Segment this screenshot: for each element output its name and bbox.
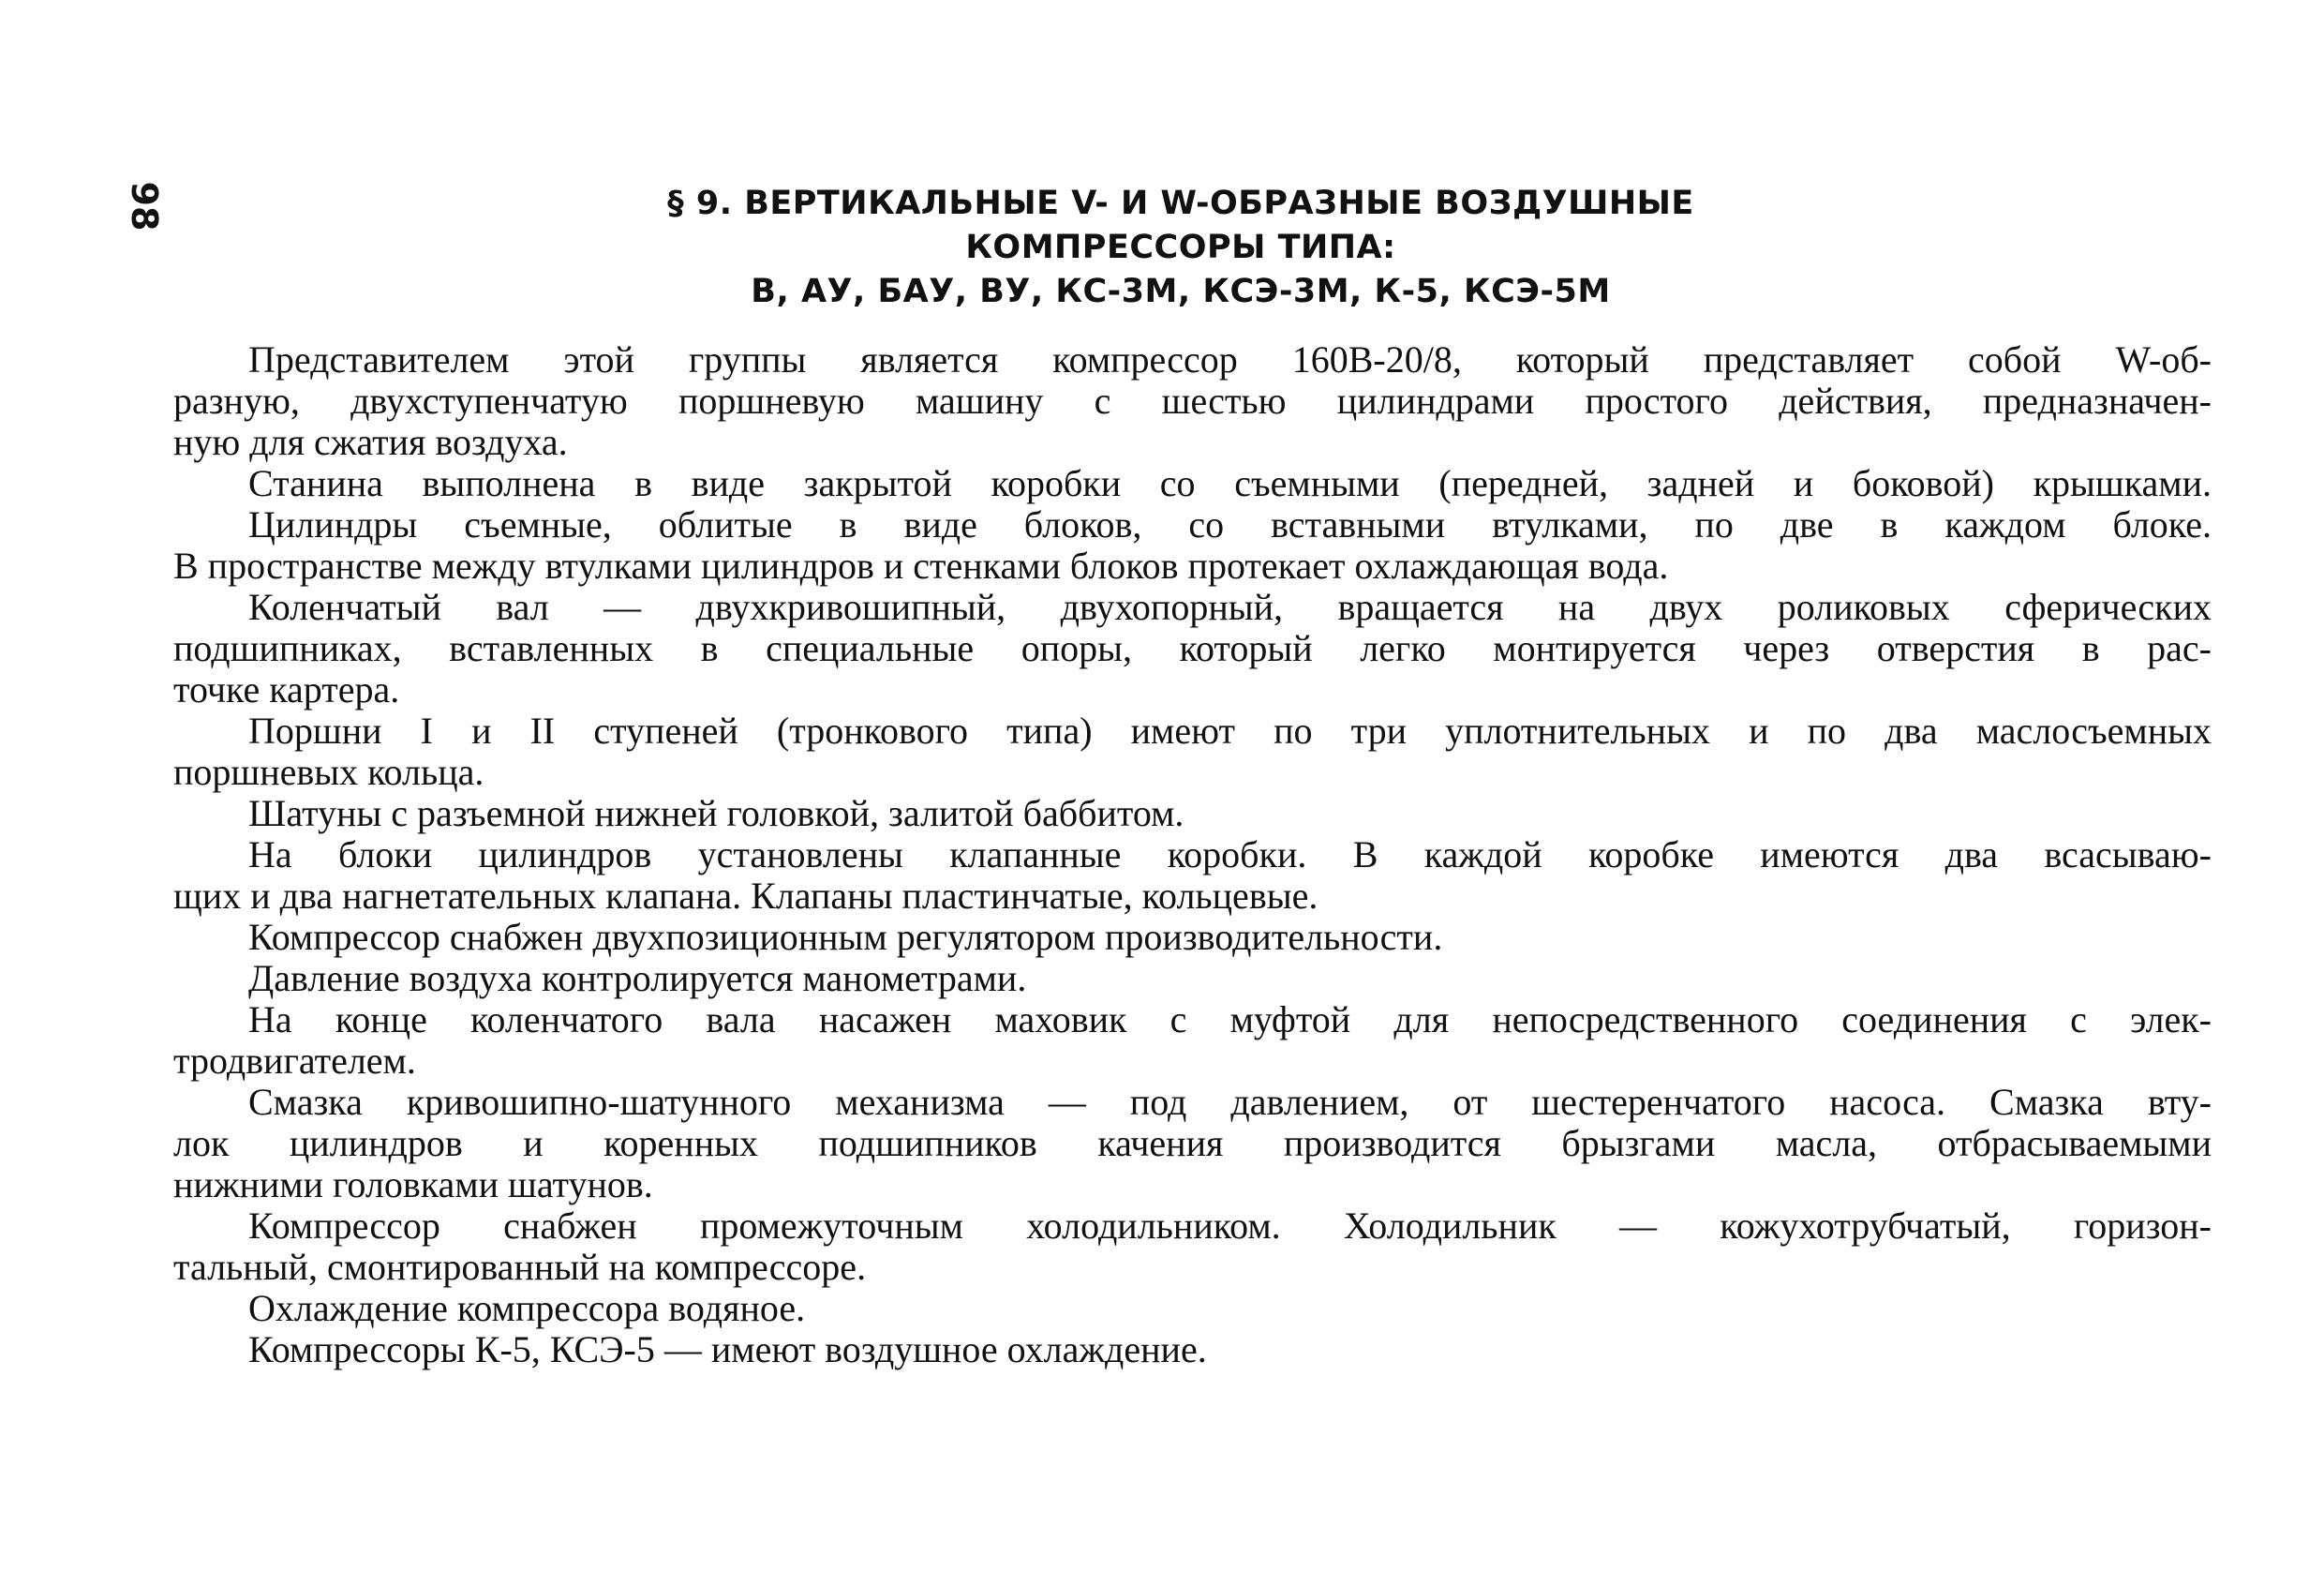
body-text [173, 339, 2212, 1370]
text-line: Станина выполнена в виде закрытой коробки со съемными (передней, задней и боковой) крышками. [248, 462, 2212, 504]
heading-line-1: § 9. ВЕРТИКАЛЬНЫЕ V- И W-ОБРАЗНЫЕ ВОЗДУШНЫЕ [667, 185, 1694, 222]
text-line: Компрессор снабжен промежуточным холодильником. Холодильник — кожухотрубчатый, горизон- [248, 1204, 2212, 1247]
heading-line-3: В, АУ, БАУ, ВУ, КС-3М, КСЭ-3М, К-5, КСЭ-5М [751, 273, 1611, 310]
heading-line-2: КОМПРЕССОРЫ ТИПА: [965, 229, 1396, 266]
text-line: Охлаждение компрессора водяное. [248, 1287, 806, 1329]
section-heading [244, 182, 2118, 314]
text-line: Смазка кривошипно-шатунного механизма — под давлением, от шестеренчатого насоса. Смазка вту- [248, 1081, 2212, 1123]
text-line: Компрессоры К-5, КСЭ-5 — имеют воздушное охлаждение. [248, 1328, 1207, 1370]
text-line: щих и два нагнетательных клапана. Клапаны пластинчатые, кольцевые. [173, 875, 1318, 917]
text-line: ную для сжатия воздуха. [173, 421, 568, 463]
text-line: точке картера. [173, 668, 400, 711]
text-line: поршневых кольца. [173, 751, 484, 793]
text-line: В пространстве между втулками цилиндров и стенками блоков протекает охлаждающая вода. [173, 545, 1669, 587]
text-line: Поршни I и II ступеней (тронкового типа) имеют по три уплотнительных и по два маслосъемных [248, 710, 2212, 752]
text-line: Шатуны с разъемной нижней головкой, залитой баббитом. [248, 792, 1184, 834]
text-line: На конце коленчатого вала насажен маховик с муфтой для непосредственного соединения с элек- [248, 998, 2212, 1040]
text-line: нижними головками шатунов. [173, 1163, 653, 1205]
text-line: На блоки цилиндров установлены клапанные коробки. В каждой коробке имеются два всасываю- [248, 833, 2212, 875]
text-line: Давление воздуха контролируется манометрами. [248, 957, 1027, 999]
text-line: Представителем этой группы является компрессор 160В-20/8, который представляет собой W-об- [248, 338, 2212, 381]
text-line: подшипниках, вставленных в специальные опоры, который легко монтируется через отверстия в рас- [173, 627, 2212, 669]
text-line: лок цилиндров и коренных подшипников качения производится брызгами масла, отбрасываемыми [173, 1122, 2212, 1164]
page-number: 98 [124, 181, 165, 232]
text-line: разную, двухступенчатую поршневую машину с шестью цилиндрами простого действия, предназначен- [173, 380, 2212, 422]
text-line: тальный, смонтированный на компрессоре. [173, 1246, 867, 1288]
text-line: Коленчатый вал — двухкривошипный, двухопорный, вращается на двух роликовых сферических [248, 586, 2212, 628]
text-line: тродвигателем. [173, 1040, 416, 1082]
text-line: Цилиндры съемные, облитые в виде блоков, со вставными втулками, по две в каждом блоке. [248, 503, 2212, 546]
text-line: Компрессор снабжен двухпозиционным регулятором производительности. [248, 916, 1443, 958]
